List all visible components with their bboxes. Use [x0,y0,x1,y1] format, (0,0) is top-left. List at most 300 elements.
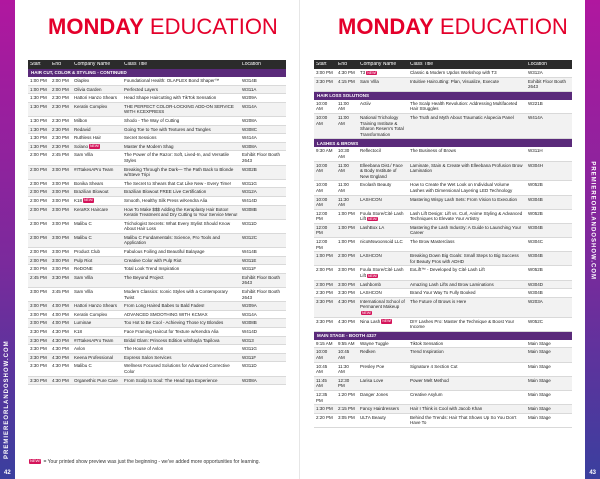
table-row [314,100,572,114]
location: W052B [528,210,543,216]
end-time: 2:30 PM [52,103,69,109]
company-name [358,415,408,421]
location: W314B [242,78,257,83]
start-time: 3:30 PM [30,354,47,360]
start-time: 12:35 PM [316,391,328,403]
table-row [314,377,572,391]
end-time: 10:45 AM [338,349,350,360]
company-text: LashBox LA [360,224,385,230]
class-title: Intuitive Haircutting: Plan, Visualize, Execute [410,78,499,84]
company-name [358,282,408,288]
company-name [72,249,122,255]
table-row [28,377,286,386]
company-text: Foula Store/Cité Lash Lift [360,267,404,279]
start-time: 1:30 PM [30,117,47,123]
company-name [72,135,122,141]
new-badge: NEW! [382,319,392,324]
company-text: Keratin Complex [74,103,108,109]
company-text: Keena Professional [74,354,114,360]
class-title: Smooth, Healthy Silk Press w/Kendra Alia [124,197,208,203]
start-time: 2:00 PM [316,267,333,273]
company-text: Fancy Hairdressers [360,406,400,412]
company-text: Keratin Complex [74,311,108,317]
start-time: 2:00 PM [30,152,47,158]
start-time: 1:30 PM [30,143,47,149]
company-name [358,364,408,370]
class-title: THE PERFECT COLOR-LOCKING ADD-ON SERVICE WITH KCEXPRESS [124,103,234,115]
side-band [0,0,15,479]
company-text: T3 [360,70,366,75]
location: W311G [242,180,257,186]
location: W312A [528,70,543,75]
company-text: Larisa Love [360,377,384,383]
end-time: 4:00 PM [52,311,69,317]
table-row [314,162,572,182]
end-time: 2:15 PM [338,406,355,412]
company-name [72,167,122,173]
class-title: Signature 4 Section Cut [410,363,458,369]
class-title: The Secret to Shears that Cut Like New - Every Time! [124,180,232,186]
company-name [358,392,408,398]
company-text: Ruthless Hair [74,135,102,141]
table-row [28,220,286,234]
class-title: ExLift™ - Developed by Cité Lash Lift [410,267,485,273]
page-number: 43 [589,470,596,476]
table-row [314,181,572,195]
end-time: 4:30 PM [338,70,355,75]
company-text: LASHCON [360,196,382,202]
end-time: 3:00 PM [52,234,69,240]
table-row [314,348,572,362]
company-name [72,258,122,264]
table-row [314,414,572,428]
end-time: 3:00 PM [338,267,355,273]
side-band [585,0,600,479]
company-name [358,70,408,76]
location: Exhibit Floor Booth 2643 [242,289,281,300]
start-time: 3:00 PM [316,70,333,75]
end-time: 11:00 AM [338,162,349,174]
location: W304B [528,290,543,296]
end-time: 3:30 PM [52,274,69,280]
start-time: 1:30 PM [30,126,47,132]
location: Main Stage [528,391,551,397]
company-name [72,329,122,335]
table-row [28,94,286,103]
start-time: 1:30 PM [316,406,333,412]
table-row [314,196,572,210]
class-title: Trichologist Secrets: What Every Stylist Should Know About Hair Loss [124,220,231,232]
company-text: Solano [74,143,89,149]
company-name [72,378,122,384]
class-title: Face Framing Haircut for Texture w/Kendra Alia [124,329,219,334]
start-time: 2:00 PM [30,220,47,226]
company-text: ReDONE [74,266,93,272]
location: W052B [528,182,543,188]
start-time: 1:00 PM [30,78,47,83]
company-name [358,341,408,347]
section-header: HAIR CUT, COLOR & STYLING - CONTINUED [28,69,286,77]
new-badge: NEW! [362,310,372,315]
start-time: 3:30 PM [30,377,47,383]
schedule-table [28,60,286,385]
table-row [28,319,286,328]
company-text: Avlon [74,346,86,352]
company-name [72,152,122,158]
start-time: 3:30 PM [316,78,333,84]
company-text: ULTA Beauty [360,414,386,420]
end-time: 3:00 PM [52,220,69,226]
company-text: nicoMswoonsoid LLC [360,239,403,245]
table-row [28,151,286,165]
start-time: 10:00 AM [316,349,328,360]
location: W414D [242,197,258,203]
title-monday: MONDAY [48,14,144,39]
class-title: The Scalp Health Revolution: Addressing Multifaceted Hair Struggles [410,100,518,112]
company-name [72,95,122,101]
start-time: 10:00 AM [316,182,328,193]
start-time: 2:00 PM [30,189,47,195]
end-time: 4:30 PM [52,337,69,343]
start-time: 9:30 AM [316,148,333,154]
company-text: Brazilian Blowout [74,189,109,195]
end-time: 11:00 AM [338,114,349,126]
company-text: Sam Villa [74,289,93,295]
company-name [358,79,408,85]
start-time: 2:00 PM [30,206,47,212]
company-name [72,127,122,133]
table-row [314,281,572,290]
end-time: 4:15 PM [338,78,355,84]
header-title: Class Title [410,61,434,67]
end-time: 4:30 PM [52,354,69,360]
table-row [314,363,572,377]
company-text: Elleebana Dist./ Face & Body Institute of New England [360,162,403,179]
company-text: Evolash Beauty [360,182,392,188]
table-row [28,257,286,266]
end-time: 3:00 PM [52,249,69,255]
company-name [358,299,408,316]
location: W313 [242,337,254,343]
class-title: How To Make $$$ Adding the Keraplasty Hair Botox! Keratin Treatment and Dry Cutting to Your Service Menu! [124,206,238,218]
company-text: Redken [360,349,376,355]
location: W304B [528,196,543,202]
start-time: 10:00 AM [316,162,328,174]
company-name [72,266,122,272]
table-row [314,147,572,161]
company-text: Hattori Hanzo Shears [74,95,118,101]
location: W311F [242,354,257,360]
end-time: 4:00 PM [52,320,69,326]
class-title: Head Shape Haircutting with TikTok Sensation [124,95,217,101]
class-title: The Power of the Razor: Soft, Lived-In, and Versatile Styles [124,152,230,163]
table-row [28,274,286,288]
end-time: 2:00 PM [52,86,69,92]
company-text: National Trichology Training Institute & Sharon Resem's Total Transformation [360,114,404,137]
new-badge: NEW! [90,144,100,149]
company-text: International School of Permanent Makeup [360,298,405,310]
class-title: The Business of Brows [410,148,457,154]
end-time: 4:30 PM [52,346,69,352]
class-title: From Long Haired Babes to Bald Fades! [124,303,205,309]
company-text: Olivia Garden [74,86,102,92]
end-time: 2:30 PM [52,95,69,101]
end-time: 4:30 PM [52,329,69,334]
company-name [358,197,408,203]
location: W308A [242,143,257,149]
location: W311D [242,220,257,226]
location: W304B [528,253,543,259]
start-time: 3:30 PM [30,337,47,343]
header-end: End [338,61,347,67]
class-title: Trend Inspiration [410,349,444,355]
section-header: HAIR LOSS SOLUTIONS [314,92,572,100]
end-time: 4:30 PM [52,377,69,383]
start-time: 2:30 PM [316,290,333,296]
start-time: 10:45 AM [316,363,328,375]
class-title: Secret Sessions [124,135,157,141]
header-end: End [52,61,61,67]
company-name [72,320,122,326]
location: W414A [242,135,257,141]
start-time: 1:30 PM [30,103,47,109]
table-row [28,126,286,135]
end-time: 2:30 PM [52,143,69,149]
company-text: Lashbomb [360,281,382,287]
class-title: Perfected Layers [124,86,159,92]
class-title: Going Toe to Toe with Textures and Tangles [124,126,211,132]
location: Main Stage [528,340,551,346]
end-time: 10:30 AM [338,148,350,159]
class-title: The Beyond Project [124,274,164,280]
title-education: EDUCATION [439,14,568,39]
location: W314A [242,311,257,317]
new-badge: NEW! [368,273,378,278]
location: Main Stage [528,414,551,420]
table-row [314,405,572,414]
company-text: LASHCON [360,290,382,296]
company-name [358,182,408,188]
site-url: PREMIEREORLANDOSHOW.COM [4,340,10,459]
header-location: Location [242,61,261,67]
company-text: Nina Lash [360,318,381,324]
class-title: Foundational Health: OLAPLEX Bond Shaper™ [124,78,220,83]
table-header [314,60,572,69]
class-title: Wellness Focused Solutions for Advanced Corrective Color [124,363,230,374]
class-title: Tiktok Sensation [410,340,444,346]
class-title: The Brow Masterclass [410,239,455,245]
end-time: 3:00 PM [52,257,69,263]
company-text: Malibu C [74,234,92,240]
start-time: 2:00 PM [30,257,47,263]
class-title: Power Melt Method [410,377,449,383]
location: W414D [242,329,258,334]
class-title: ADVANCED SMOOTHING WITH KCMAX [124,311,208,317]
table-row [314,266,572,280]
header-start: Start [316,61,327,67]
location: Main Stage [528,377,551,383]
schedule-table [314,60,572,428]
location: W304H [528,162,544,168]
start-time: 2:00 PM [30,234,47,240]
location: W302B [242,166,257,172]
class-title: Brazilian Blowout FREE Live Certification [124,189,207,195]
class-title: From Scalp to Soul: The Head Spa Experience [124,377,218,383]
start-time: 2:00 PM [30,166,47,172]
start-time: 3:00 PM [30,320,47,326]
class-title: Breaking Down Big Goals: Small Steps to Big Success for Beauty Pros with ADHD [410,253,519,264]
location: W311F [242,266,257,272]
table-row [314,289,572,298]
company-name [358,378,408,384]
table-header [28,60,286,69]
start-time: 1:00 PM [30,86,47,92]
class-title: Fabulous Foiling and Beautiful Balayage [124,249,205,255]
class-title: Classic & Modern Updos Workshop with T3 [410,70,497,75]
location: W414B [242,249,257,255]
end-time: 3:00 PM [52,206,69,212]
company-text: K18 [74,329,83,334]
location: W208A [242,117,257,123]
location: W209A [242,303,257,309]
company-text: Milbon [74,117,88,123]
table-row [28,206,286,220]
company-text: Presley Poe [360,363,385,369]
company-name [358,290,408,296]
location: W414A [528,114,543,120]
table-row [314,318,572,332]
company-name [358,225,408,231]
start-time: 2:45 PM [30,274,47,280]
table-row [28,302,286,311]
location: W308B [242,206,257,212]
new-badge: NEW! [367,70,377,75]
company-text: Product Club [74,249,101,255]
start-time: 2:00 PM [30,197,47,203]
company-name [358,115,408,137]
class-title: Master the Modern Shag [124,143,174,149]
end-time: 2:45 PM [52,152,69,158]
company-name [358,253,408,259]
location: W311G [242,346,257,352]
table-row [314,69,572,78]
end-time: 4:00 PM [52,303,69,309]
class-title: Bridal Glam: Princess Edition w/Shayla Tapilova [124,337,220,343]
company-name [72,338,122,344]
location: W312A [242,189,257,195]
class-title: Total Look Trend Inspiration [124,266,180,272]
table-row [314,224,572,238]
end-time: 1:20 PM [338,391,355,397]
company-name [72,221,122,227]
end-time: 3:05 PM [338,414,355,420]
table-row [28,311,286,320]
company-name [72,346,122,352]
table-row [314,298,572,318]
class-title: Too Hot to Be Cool - Achieving Those Icy Blondes [124,320,224,326]
table-row [28,345,286,354]
location: Exhibit Floor Booth 2643 [528,78,567,90]
company-text: Reflectocil [360,148,381,154]
start-time: 2:00 PM [30,249,47,255]
header-title: Class Title [124,61,148,67]
location: Main Stage [528,406,551,412]
end-time: 2:30 PM [52,135,69,141]
start-time: 1:30 PM [30,135,47,141]
start-time: 1:00 PM [316,253,333,259]
company-name [72,87,122,93]
header-location: Location [528,61,547,67]
table-row [28,86,286,95]
table-row [314,340,572,349]
location: W221B [528,100,543,106]
end-time: 2:30 PM [52,117,69,123]
end-time: 12:30 PM [338,377,350,389]
company-text: Sam Villa [74,274,93,280]
company-text: Actiiv [360,100,371,106]
company-name [72,207,122,213]
table-row [28,354,286,363]
location: W052B [528,267,543,273]
table-row [28,234,286,248]
company-name [72,189,122,195]
table-row [314,210,572,224]
section-header: LASHES & BROWS [314,139,572,147]
class-title: Malibu C Fundamentals: Science, Pro Tools and Application [124,234,220,246]
start-time: 2:00 PM [30,266,47,272]
class-title: The Truth and Myth About Traumatic Alopecia Panel [410,114,514,120]
company-name [72,198,122,204]
company-name [72,355,122,361]
start-time: 2:00 PM [30,180,47,186]
company-name [72,104,122,110]
location: Exhibit Floor Booth 2643 [242,274,281,286]
class-title: Creative Asylum [410,391,443,397]
header-company: Company Name [74,61,111,67]
table-row [28,134,286,143]
company-text: LASHCON [360,253,382,259]
class-title: Hair I Think is Cool with Jacob Khan [410,406,483,412]
start-time: 2:20 PM [316,414,333,420]
table-row [28,197,286,206]
end-time: 3:00 PM [52,189,69,195]
class-title: Mastering Wispy Lash Sets: From Vision to Execution [410,196,517,202]
class-title: Mastering the Lash Industry: A Guide to Launching Your Career [410,224,522,236]
start-time: 1:30 PM [30,95,47,101]
table-row [28,77,286,86]
end-time: 4:30 PM [52,363,69,369]
company-text: #ITtakesAPro Team [74,337,114,343]
class-title: Express Salon Services [124,354,172,360]
start-time: 3:30 PM [316,318,333,324]
class-title: The Future of Brows is Here [410,298,467,304]
company-text: Pulp Riot [74,257,93,263]
location: W304C [528,239,544,245]
company-name [72,181,122,187]
company-text: Hattori Hanzo Shears [74,303,118,309]
company-text: Malibu C [74,363,92,369]
location: W304B [528,224,543,230]
location: W209A [242,95,257,101]
end-time: 1:00 PM [338,210,355,216]
end-time: 2:00 PM [52,78,69,83]
start-time: 11:45 AM [316,377,327,389]
start-time: 10:00 AM [316,196,328,208]
class-title: Behind the Trends: Hair That Shows Up So You Don't Have To [410,414,517,426]
company-text: K18 [74,197,83,203]
location: W311E [242,257,257,263]
company-name [72,289,122,295]
